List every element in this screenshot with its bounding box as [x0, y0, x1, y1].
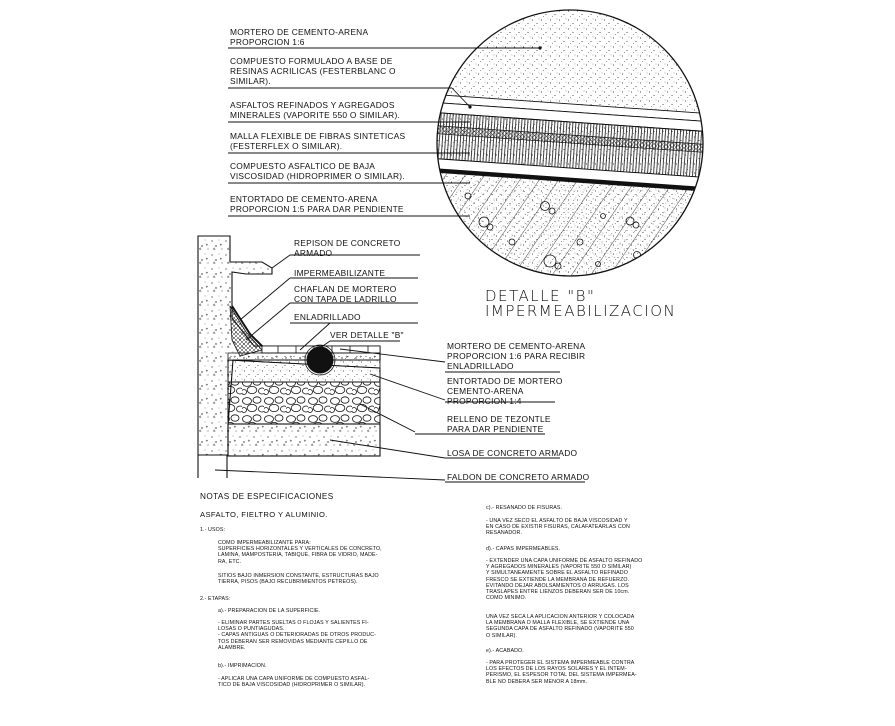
- label-malla-flexible: MALLA FLEXIBLE DE FIBRAS SINTETICAS (FESTERFLEX O SIMILAR).: [230, 131, 406, 151]
- notes-left-sitios-text: SITIOS BAJO INMERSION CONSTANTE, ESTRUCTURAS BAJO TIERRA, PISOS (BAJO RECUBRIMIENTOS PETREOS).: [218, 573, 379, 586]
- notes-right-resanado-text: - UNA VEZ SECO EL ASFALTO DE BAJA VISCOSIDAD Y EN CASO DE EXISTIR FISURAS, CALAFATEARLAS CON RESANADOR.: [486, 518, 630, 537]
- notes-title: NOTAS DE ESPECIFICACIONES: [200, 492, 334, 501]
- notes-subtitle: ASFALTO, FIELTRO Y ALUMINIO.: [200, 510, 328, 519]
- label-ver-detalle-b: VER DETALLE "B": [330, 330, 404, 340]
- notes-right-capas-heading: d).- CAPAS IMPERMEABLES.: [486, 546, 561, 552]
- notes-right-acabado-heading: e).- ACABADO.: [486, 648, 524, 654]
- label-repison: REPISON DE CONCRETO ARMADO: [294, 238, 401, 258]
- label-compuesto-asfaltico: COMPUESTO ASFALTICO DE BAJA VISCOSIDAD (HIDROPRIMER O SIMILAR).: [230, 161, 405, 181]
- notes-left-preparacion-heading: a).- PREPARACION DE LA SUPERFICIE.: [218, 608, 321, 614]
- label-mortero-recibir-enladrillado: MORTERO DE CEMENTO-ARENA PROPORCION 1:6 PARA RECIBIR ENLADRILLADO: [447, 341, 586, 371]
- notes-right-segunda-capa-text: UNA VEZ SECA LA APLICACION ANTERIOR Y COLOCADA LA MEMBRANA O MALLA FLEXIBLE, SE EXTIENDE UNA SEGUNDA CAPA DE ASFALTO REFINADO (VAPORITE 550 O SIMILAR).: [486, 614, 635, 639]
- notes-right-capas-text: - EXTENDER UNA CAPA UNIFORME DE ASFALTO REFINADO Y AGREGADOS MINERALES (VAPORITE 550 O SIMILAR) Y SIMULTANEAMENTE SOBRE EL ASFALTO REFINADO FRESCO SE EXTIENDE LA MEMBRANA DE REFUERZO. EVITANDO DEJAR ABOLSAMIENTOS O ARRUGAS. LOS TRASLAPES ENTRE LIENZOS DEBERAN SER DE 10cm. COMO MINIMO.: [486, 558, 643, 602]
- label-entortado-pendiente: ENTORTADO DE CEMENTO-ARENA PROPORCION 1:5 PARA DAR PENDIENTE: [230, 194, 404, 214]
- label-faldon-concreto: FALDON DE CONCRETO ARMADO: [447, 472, 590, 482]
- notes-right-acabado-text: - PARA PROTEGER EL SISTEMA IMPERMEABLE CONTRA LOS EFECTOS DE LOS RAYOS SOLARES Y EL INTEM- PERISMO, EL ESPESOR TOTAL DEL SISTEMA IMPERMEA- BLE NO DEBERA SER MENOR A 18mm.: [486, 660, 637, 685]
- notes-left-usos-heading: 1.- USOS:: [200, 527, 226, 533]
- notes-left-preparacion-text: - ELIMINAR PARTES SUELTAS O FLOJAS Y SALIENTES FI- LOSAS O PUNTIAGUDAS. - CAPAS ANTIGUAS O DETERIORADAS DE OTROS PRODUC- TOS DEBERAN SER REMOVIDAS MEDIANTE CEPILLO DE ALAMBRE.: [218, 620, 377, 651]
- detail-title-line2: IMPERMEABILIZACION: [485, 302, 677, 320]
- label-mortero-cemento-arena: MORTERO DE CEMENTO-ARENA PROPORCION 1:6: [230, 27, 369, 47]
- label-asfaltos-refinados: ASFALTOS REFINADOS Y AGREGADOS MINERALES (VAPORITE 550 O SIMILAR).: [230, 100, 401, 120]
- label-relleno-tezontle: RELLENO DE TEZONTLE PARA DAR PENDIENTE: [447, 414, 551, 434]
- notes-left-usos-text: COMO IMPERMEABILIZANTE PARA: SUPERFICIES HORIZONTALES Y VERTICALES DE CONCRETO, LAMINA, MAMPOSTERIA, TABIQUE, FIBRA DE VIDRIO, MADE- RA, ETC.: [218, 540, 382, 565]
- detail-title-line1: DETALLE "B": [485, 287, 596, 305]
- label-impermeabilizante: IMPERMEABILIZANTE: [294, 268, 386, 278]
- notes-right-resanado-heading: c).- RESANADO DE FISURAS.: [486, 505, 563, 511]
- label-enladrillado: ENLADRILLADO: [294, 312, 361, 322]
- label-chaflan: CHAFLAN DE MORTERO CON TAPA DE LADRILLO: [294, 284, 397, 304]
- label-entortado-mortero: ENTORTADO DE MORTERO CEMENTO-ARENA PROPORCION 1:4: [447, 376, 563, 406]
- notes-left-etapas-heading: 2.- ETAPAS:: [200, 596, 231, 602]
- label-compuesto-resinas: COMPUESTO FORMULADO A BASE DE RESINAS ACRILICAS (FESTERBLANC O SIMILAR).: [230, 56, 396, 86]
- label-losa-concreto: LOSA DE CONCRETO ARMADO: [447, 448, 578, 458]
- notes-left-imprimacion-heading: b).- IMPRIMACION.: [218, 663, 267, 669]
- notes-left-imprimacion-text: - APLICAR UNA CAPA UNIFORME DE COMPUESTO ASFAL- TICO DE BAJA VISCOSIDAD (HIDROPRIMER O SIMILAR).: [218, 676, 370, 689]
